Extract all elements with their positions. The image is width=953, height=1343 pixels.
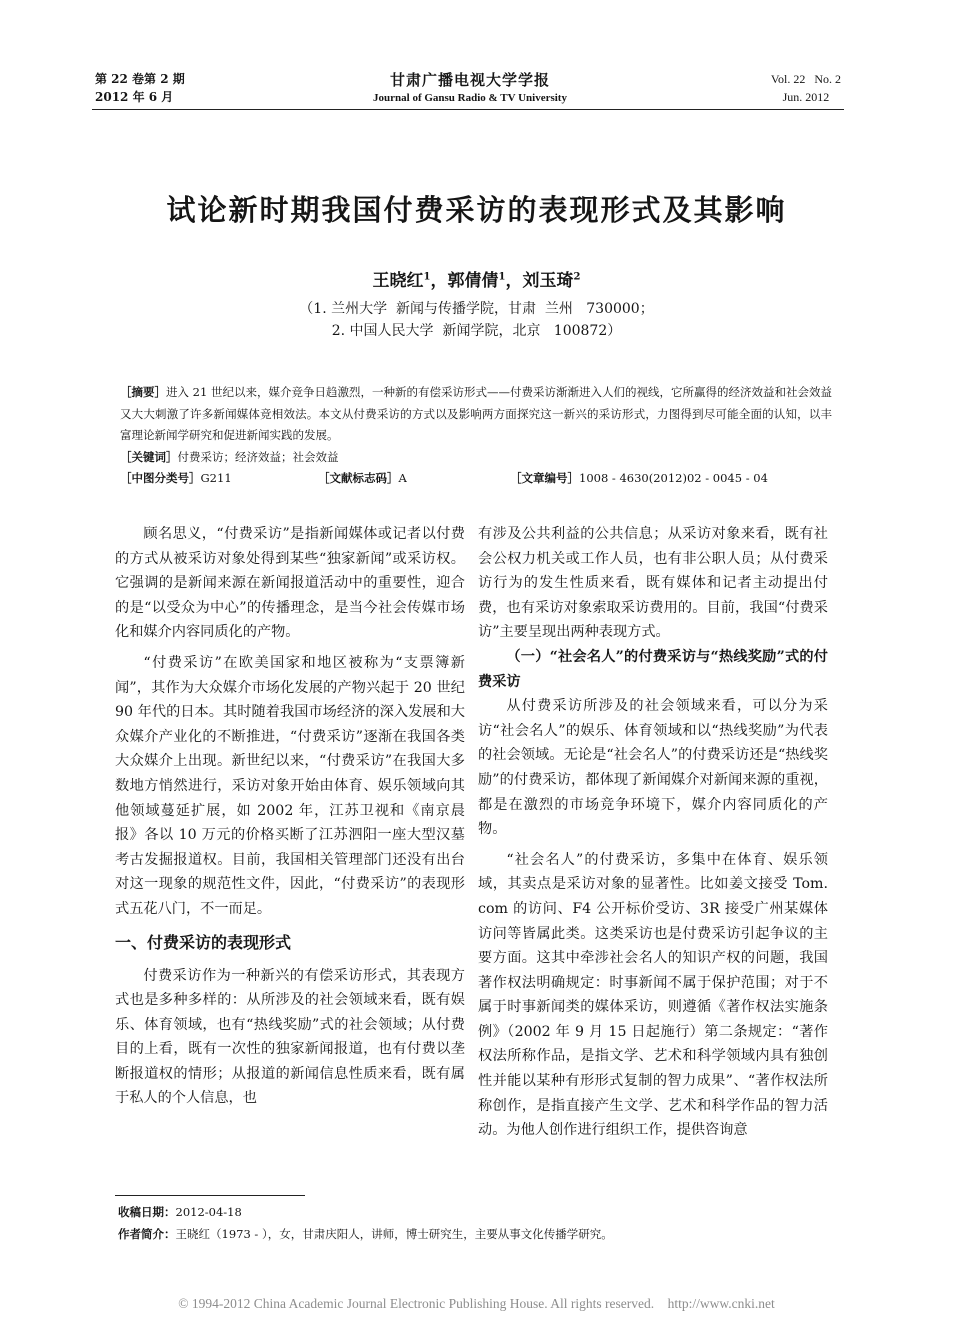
abstract-block	[120, 382, 832, 490]
body-paragraph: 顾名思义，“付费采访”是指新闻媒体或记者以付费的方式从被采访对象处得到某些“独家新闻”或采访权。它强调的是新闻来源在新闻报道活动中的重要性，迎合的是“以受众为中心”的传播理念，是当今社会传媒市场化和媒介内容同质化的产物。	[115, 526, 465, 641]
footnote	[118, 1201, 613, 1245]
header-rule	[92, 109, 844, 110]
header-volume-cn	[95, 70, 185, 106]
journal-title-en: Journal of Gansu Radio & TV University	[373, 92, 567, 104]
volume-issue-cn: 第 22 卷第 2 期	[95, 72, 185, 86]
bio-text: 王晓红（1973 - ），女，甘肃庆阳人，讲师，博士研究生，主要从事文化传播学研究。	[175, 1227, 613, 1241]
clc-label: ［中图分类号］	[120, 471, 201, 485]
author-name: 王晓红	[372, 271, 424, 291]
keywords-label: ［关键词］	[120, 449, 178, 464]
author-list	[60, 266, 893, 291]
subsection-heading: （一）“社会名人”的付费采访与“热线奖励”式的付费采访	[478, 648, 828, 690]
article-number	[510, 468, 768, 490]
body-paragraph: “社会名人”的付费采访，多集中在体育、娱乐领域，其卖点是采访对象的显著性。比如姜文接受 Tom. com 的访问、F4 公开标价受访、3R 接受广州某媒体访问等皆属此类。这类采访也是付费采访引起争议的主要方面。这其中牵涉社会名人的知识产权的问题，我国著作权法明确规定：时事新闻不属于保护范围；对于不属于时事新闻类的媒体采访，则遵循《著作权法实施条例》（2002 年 9 月 15 日起施行）第二条规定：“著作权法所称作品，是指文学、艺术和科学领域内具有独创性并能以某种有形形式复制的智力成果”、“著作权法所称创作，是指直接产生文学、艺术和科学作品的智力活动。为他人创作进行组织工作，提供咨询意	[478, 851, 828, 1139]
left-column	[115, 522, 465, 1111]
section-heading: 一、付费采访的表现形式	[115, 932, 292, 952]
received-label: 收稿日期：	[118, 1205, 176, 1219]
keywords	[120, 447, 832, 469]
clc-code	[120, 468, 232, 490]
article-number-label: ［文章编号］	[510, 471, 579, 485]
author-bio	[118, 1223, 613, 1245]
classification-row	[120, 468, 832, 490]
volume-issue-en: Vol. 22 No. 2	[770, 72, 841, 86]
author-affiliation-mark: 1	[498, 271, 506, 283]
body-paragraph: “付费采访”在欧美国家和地区被称为“支票簿新闻”，其作为大众媒介市场化发展的产物兴起于 20 世纪 90 年代的日本。其时随着我国市场经济的深入发展和大众媒介产业化的不断推进，“付费采访”逐渐在我国各类大众媒介上出现。新世纪以来，“付费采访”在我国大多数地方悄然进行，采访对象开始由体育、娱乐领域向其他领域蔓延扩展，如 2002 年，江苏卫视和《南京晨报》各以 10 万元的价格买断了江苏泗阳一座大型汉墓考古发掘报道权。目前，我国相关管理部门还没有出台对这一现象的规范性文件，因此，“付费采访”的表现形式五花八门，不一而足。	[115, 654, 465, 917]
abstract-label: ［摘要］	[120, 385, 167, 399]
abstract-text: 进入 21 世纪以来，媒介竞争日趋激烈，一种新的有偿采访形式——付费采访渐渐进入人们的视线，它所赢得的经济效益和社会效益又大大刺激了许多新闻媒体竞相效法。本文从付费采访的方式以及影响两方面探究这一新兴的采访形式，力图得到尽可能全面的认知，以丰富理论新闻学研究和促进新闻实践的发展。	[120, 385, 832, 442]
author-name: 刘玉琦	[522, 271, 574, 291]
date-en: Jun. 2012	[782, 90, 830, 104]
author-separator: ，	[430, 271, 448, 291]
keywords-text: 付费采访；经济效益；社会效益	[177, 449, 339, 464]
header-volume-en	[771, 70, 841, 106]
body-paragraph: 付费采访作为一种新兴的有偿采访形式，其表现方式也是多种多样的：从所涉及的社会领域来看，既有娱乐、体育领域，也有“热线奖励”式的社会领域；从付费目的上看，既有一次性的独家新闻报道，也有付费以垄断报道权的情形；从报道的新闻信息性质来看，既有属于私人的个人信息，也	[115, 967, 465, 1107]
right-column	[478, 522, 828, 1143]
header-journal	[300, 70, 640, 106]
affiliation-line: 2. 中国人民大学 新闻学院，北京 100872）	[331, 323, 622, 339]
footnote-rule	[115, 1195, 305, 1196]
author-separator: ，	[505, 271, 523, 291]
doc-code	[318, 468, 407, 490]
body-paragraph: 从付费采访所涉及的社会领域来看，可以分为采访“社会名人”的娱乐、体育领域和以“热线奖励”为代表的社会领域。无论是“社会名人”的付费采访还是“热线奖励”的付费采访，都体现了新闻媒介对新闻来源的重视，都是在激烈的市场竞争环境下，媒介内容同质化的产物。	[478, 698, 828, 838]
abstract	[120, 382, 832, 447]
journal-title-cn: 甘肃广播电视大学学报	[389, 71, 550, 89]
body-paragraph: 有涉及公共利益的公共信息；从采访对象来看，既有社会公权力机关或工作人员，也有非公职人员；从付费采访行为的发生性质来看，既有媒体和记者主动提出付费，也有采访对象索取采访费用的。目前，我国“付费采访”主要呈现出两种表现方式。	[478, 526, 828, 641]
article-number-value: 1008 - 4630(2012)02 - 0045 - 04	[579, 471, 768, 485]
received-date	[118, 1201, 613, 1223]
paper-title: 试论新时期我国付费采访的表现形式及其影响	[166, 193, 787, 227]
received-value: 2012-04-18	[175, 1205, 242, 1219]
author-affiliation-mark: 2	[573, 271, 581, 283]
bio-label: 作者简介：	[118, 1227, 176, 1241]
clc-value: G211	[200, 471, 232, 485]
doc-label: ［文献标志码］	[318, 471, 399, 485]
affiliation-line: （1. 兰州大学 新闻与传播学院，甘肃 兰州 730000；	[299, 301, 654, 317]
author-name: 郭倩倩	[447, 271, 499, 291]
copyright-notice: © 1994-2012 China Academic Journal Electronic Publishing House. All rights reserved. http://www.cnki.net	[178, 1296, 775, 1311]
date-cn: 2012 年 6 月	[95, 90, 174, 104]
doc-value: A	[398, 471, 407, 485]
author-affiliation-mark: 1	[423, 271, 431, 283]
